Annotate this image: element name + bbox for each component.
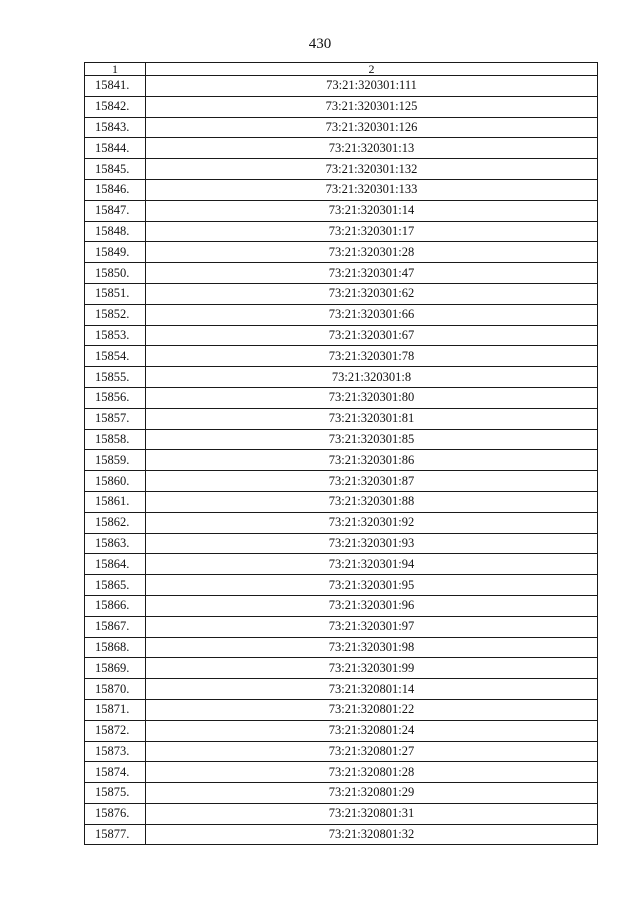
- header-row: [85, 63, 598, 76]
- cadastral-number-cell: 73:21:320301:92: [146, 512, 598, 533]
- cadastral-number-cell: 73:21:320301:14: [146, 200, 598, 221]
- row-index-cell: 15863.: [85, 533, 146, 554]
- row-index-cell: 15844.: [85, 138, 146, 159]
- cadastral-number-cell: 73:21:320301:66: [146, 304, 598, 325]
- cadastral-number-cell: 73:21:320301:87: [146, 471, 598, 492]
- row-index-cell: 15854.: [85, 346, 146, 367]
- table-row: [85, 512, 598, 533]
- table-row: [85, 283, 598, 304]
- cadastral-number-cell: 73:21:320801:27: [146, 741, 598, 762]
- row-index-cell: 15848.: [85, 221, 146, 242]
- cadastral-number-cell: 73:21:320801:14: [146, 679, 598, 700]
- cadastral-number-cell: 73:21:320301:94: [146, 554, 598, 575]
- table-row: [85, 325, 598, 346]
- row-index-cell: 15864.: [85, 554, 146, 575]
- row-index-cell: 15860.: [85, 471, 146, 492]
- table-row: [85, 491, 598, 512]
- registry-table: [84, 62, 598, 845]
- cadastral-number-cell: 73:21:320301:111: [146, 76, 598, 97]
- row-index-cell: 15855.: [85, 367, 146, 388]
- table-row: [85, 824, 598, 845]
- row-index-cell: 15874.: [85, 762, 146, 783]
- column-header-index: 1: [85, 63, 146, 76]
- cadastral-number-cell: 73:21:320301:8: [146, 367, 598, 388]
- row-index-cell: 15875.: [85, 783, 146, 804]
- table-row: [85, 533, 598, 554]
- table-row: [85, 367, 598, 388]
- row-index-cell: 15862.: [85, 512, 146, 533]
- table-row: [85, 179, 598, 200]
- row-index-cell: 15843.: [85, 117, 146, 138]
- cadastral-number-cell: 73:21:320301:88: [146, 491, 598, 512]
- row-index-cell: 15871.: [85, 699, 146, 720]
- cadastral-number-cell: 73:21:320301:132: [146, 159, 598, 180]
- cadastral-number-cell: 73:21:320301:13: [146, 138, 598, 159]
- table-row: [85, 741, 598, 762]
- row-index-cell: 15877.: [85, 824, 146, 845]
- row-index-cell: 15876.: [85, 803, 146, 824]
- table-row: [85, 346, 598, 367]
- cadastral-number-cell: 73:21:320301:81: [146, 408, 598, 429]
- cadastral-number-cell: 73:21:320301:78: [146, 346, 598, 367]
- row-index-cell: 15847.: [85, 200, 146, 221]
- cadastral-number-cell: 73:21:320301:47: [146, 263, 598, 284]
- table-row: [85, 159, 598, 180]
- row-index-cell: 15851.: [85, 283, 146, 304]
- table-row: [85, 429, 598, 450]
- cadastral-number-cell: 73:21:320301:28: [146, 242, 598, 263]
- table-row: [85, 221, 598, 242]
- table-row: [85, 117, 598, 138]
- row-index-cell: 15849.: [85, 242, 146, 263]
- table-row: [85, 242, 598, 263]
- row-index-cell: 15858.: [85, 429, 146, 450]
- row-index-cell: 15852.: [85, 304, 146, 325]
- table-row: [85, 387, 598, 408]
- row-index-cell: 15845.: [85, 159, 146, 180]
- cadastral-number-cell: 73:21:320801:32: [146, 824, 598, 845]
- row-index-cell: 15850.: [85, 263, 146, 284]
- table-row: [85, 138, 598, 159]
- row-index-cell: 15869.: [85, 658, 146, 679]
- row-index-cell: 15866.: [85, 595, 146, 616]
- table-row: [85, 658, 598, 679]
- cadastral-number-cell: 73:21:320301:95: [146, 575, 598, 596]
- cadastral-number-cell: 73:21:320301:96: [146, 595, 598, 616]
- row-index-cell: 15861.: [85, 491, 146, 512]
- row-index-cell: 15853.: [85, 325, 146, 346]
- table-row: [85, 471, 598, 492]
- table-row: [85, 304, 598, 325]
- page-number: 430: [308, 36, 332, 52]
- row-index-cell: 15872.: [85, 720, 146, 741]
- cadastral-number-cell: 73:21:320301:80: [146, 387, 598, 408]
- row-index-cell: 15859.: [85, 450, 146, 471]
- table-row: [85, 803, 598, 824]
- cadastral-number-cell: 73:21:320801:28: [146, 762, 598, 783]
- row-index-cell: 15870.: [85, 679, 146, 700]
- cadastral-number-cell: 73:21:320301:17: [146, 221, 598, 242]
- row-index-cell: 15841.: [85, 76, 146, 97]
- row-index-cell: 15842.: [85, 96, 146, 117]
- row-index-cell: 15865.: [85, 575, 146, 596]
- cadastral-number-cell: 73:21:320301:99: [146, 658, 598, 679]
- row-index-cell: 15856.: [85, 387, 146, 408]
- table-row: [85, 720, 598, 741]
- cadastral-number-cell: 73:21:320301:98: [146, 637, 598, 658]
- cadastral-number-cell: 73:21:320301:62: [146, 283, 598, 304]
- table-row: [85, 595, 598, 616]
- table-row: [85, 637, 598, 658]
- cadastral-number-cell: 73:21:320301:67: [146, 325, 598, 346]
- cadastral-number-cell: 73:21:320301:93: [146, 533, 598, 554]
- row-index-cell: 15867.: [85, 616, 146, 637]
- column-header-cadastral-number: 2: [146, 63, 598, 76]
- row-index-cell: 15846.: [85, 179, 146, 200]
- table-row: [85, 575, 598, 596]
- table-row: [85, 450, 598, 471]
- table-body: [85, 76, 598, 845]
- cadastral-number-cell: 73:21:320301:97: [146, 616, 598, 637]
- table-row: [85, 699, 598, 720]
- cadastral-number-cell: 73:21:320801:31: [146, 803, 598, 824]
- table-row: [85, 616, 598, 637]
- cadastral-number-cell: 73:21:320301:86: [146, 450, 598, 471]
- cadastral-number-cell: 73:21:320301:85: [146, 429, 598, 450]
- row-index-cell: 15873.: [85, 741, 146, 762]
- table-row: [85, 679, 598, 700]
- table-row: [85, 200, 598, 221]
- cadastral-number-cell: 73:21:320301:125: [146, 96, 598, 117]
- table-row: [85, 408, 598, 429]
- table-row: [85, 762, 598, 783]
- table-row: [85, 554, 598, 575]
- cadastral-number-cell: 73:21:320301:133: [146, 179, 598, 200]
- table-row: [85, 263, 598, 284]
- cadastral-number-cell: 73:21:320301:126: [146, 117, 598, 138]
- table-row: [85, 783, 598, 804]
- table-row: [85, 76, 598, 97]
- table-row: [85, 96, 598, 117]
- cadastral-number-cell: 73:21:320801:22: [146, 699, 598, 720]
- table-header: [85, 63, 598, 76]
- row-index-cell: 15868.: [85, 637, 146, 658]
- cadastral-number-cell: 73:21:320801:24: [146, 720, 598, 741]
- cadastral-number-cell: 73:21:320801:29: [146, 783, 598, 804]
- row-index-cell: 15857.: [85, 408, 146, 429]
